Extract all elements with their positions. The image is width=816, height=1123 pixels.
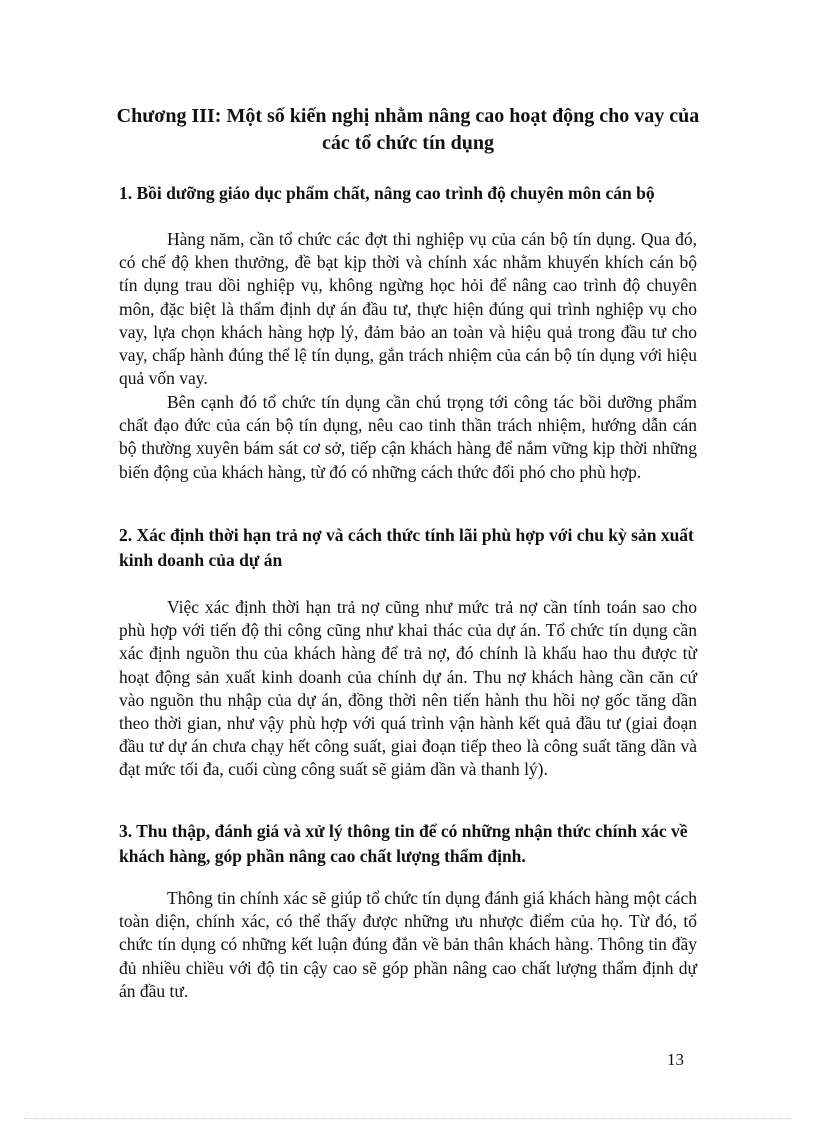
section-3-heading: 3. Thu thập, đánh giá và xử lý thông tin để có những nhận thức chính xác về khách hàng, góp phần nâng cao chất lượng thẩm định. [119,821,688,866]
section-3-paragraph-1: Thông tin chính xác sẽ giúp tổ chức tín dụng đánh giá khách hàng một cách toàn diện, chính xác, có thể thấy được những ưu nhược điểm của họ. Từ đó, tổ chức tín dụng có những kết luận đúng đắn về bản thân khách hàng. Thông tin đầy đủ nhiều chiều với độ tin cậy cao sẽ góp phần nâng cao chất lượng thẩm định dự án đầu tư. [119,888,697,1001]
section-2-heading: 2. Xác định thời hạn trả nợ và cách thức tính lãi phù hợp với chu kỳ sản xuất kinh doanh của dự án [119,525,694,570]
page-bottom-dotted-divider [24,1118,792,1119]
section-1-paragraph-1: Hàng năm, cần tổ chức các đợt thi nghiệp vụ của cán bộ tín dụng. Qua đó, có chế độ khen thưởng, đề bạt kịp thời và chính xác nhằm khuyến khích cán bộ tín dụng trau dồi nghiệp vụ, không ngừng học hỏi để nâng cao trình độ chuyên môn, đặc biệt là thẩm định dự án đầu tư, thực hiện đúng qui trình nghiệp vụ cho vay, lựa chọn khách hàng hợp lý, đảm bảo an toàn và hiệu quả trong đầu tư cho vay, chấp hành đúng thể lệ tín dụng, gắn trách nhiệm của cán bộ tín dụng với hiệu quả vốn vay. [119,229,697,389]
section-1-paragraph-2: Bên cạnh đó tổ chức tín dụng cần chú trọng tới công tác bồi dưỡng phẩm chất đạo đức của cán bộ tín dụng, nêu cao tinh thần trách nhiệm, hướng dẫn cán bộ thường xuyên bám sát cơ sở, tiếp cận khách hàng để nắm vững kịp thời những biến động của khách hàng, từ đó có những cách thức đối phó cho phù hợp. [119,392,697,482]
page-number: 13 [667,1050,684,1069]
chapter-title: Chương III: Một số kiến nghị nhằm nâng cao hoạt động cho vay của các tổ chức tín dụng [116,105,700,154]
section-1-heading: 1. Bồi dưỡng giáo dục phẩm chất, nâng cao trình độ chuyên môn cán bộ [119,183,655,203]
section-2-paragraph-1: Việc xác định thời hạn trả nợ cũng như mức trả nợ cần tính toán sao cho phù hợp với tiến độ thi công cũng như khai thác của dự án. Tổ chức tín dụng cần xác định nguồn thu của khách hàng để trả nợ, đó chính là khấu hao thu được từ hoạt động sản xuất kinh doanh của chính dự án. Thu nợ khách hàng cần căn cứ vào nguồn thu nhập của dự án, đồng thời nên tiến hành thu hồi nợ gốc tăng dần theo thời gian, như vậy phù hợp với quá trình vận hành kết quả đầu tư (giai đoạn đầu tư dự án chưa chạy hết công suất, giai đoạn tiếp theo là công suất tăng dần và đạt mức tối đa, cuối cùng công suất sẽ giảm dần và thanh lý). [119,597,697,780]
